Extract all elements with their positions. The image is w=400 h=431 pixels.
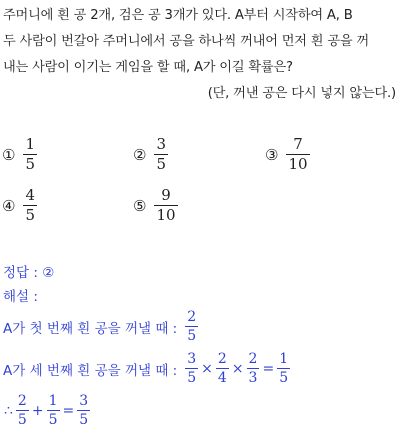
option-2-numerator: 3 [156, 135, 166, 153]
option-2-label: ② [133, 145, 147, 164]
plus-sign: + [31, 402, 44, 419]
option-4-numerator: 4 [25, 186, 35, 204]
denominator: 5 [17, 412, 27, 428]
option-3-label: ③ [265, 145, 279, 164]
numerator: 2 [17, 393, 27, 409]
final-fraction-a [16, 394, 29, 427]
fraction-bar [185, 368, 198, 369]
option-3-denominator: 10 [288, 155, 308, 173]
denominator: 5 [187, 328, 197, 344]
question-note: (단, 꺼낸 공은 다시 넣지 않는다.) [207, 86, 396, 101]
option-5-fraction [154, 188, 177, 223]
question-line-2: 두 사람이 번갈아 주머니에서 공을 하나씩 꺼내어 먼저 흰 공을 꺼 [3, 34, 369, 49]
option-1[interactable] [2, 137, 37, 172]
fraction-bar [216, 368, 229, 369]
case-2-result [277, 352, 290, 385]
numerator: 1 [279, 351, 289, 367]
solution-final [3, 394, 92, 427]
explain-label: 해설 : [3, 289, 38, 305]
denominator: 5 [79, 412, 89, 428]
final-result [77, 394, 90, 427]
fraction-bar [77, 410, 90, 411]
option-1-denominator: 5 [25, 155, 35, 173]
case-2-fraction-3 [247, 352, 260, 385]
option-4-denominator: 5 [25, 206, 35, 224]
case-2-text: A가 세 번째 흰 공을 꺼낼 때 : [3, 362, 178, 379]
final-fraction-b [47, 394, 60, 427]
equals-sign: = [262, 360, 275, 377]
numerator: 1 [48, 393, 58, 409]
option-5-label: ⑤ [133, 196, 147, 215]
option-5-denominator: 10 [156, 206, 176, 224]
option-5[interactable] [133, 188, 178, 223]
times-sign: × [231, 360, 244, 377]
fraction-bar [185, 326, 198, 327]
case-1-text: A가 첫 번째 흰 공을 꺼낼 때 : [3, 320, 178, 337]
option-4-fraction [23, 188, 37, 223]
fraction-bar [47, 410, 60, 411]
denominator: 3 [248, 370, 258, 386]
denominator: 5 [48, 412, 58, 428]
fraction-bar [16, 410, 29, 411]
question-line-1: 주머니에 흰 공 2개, 검은 공 3개가 있다. A부터 시작하여 A, B [3, 8, 353, 23]
option-3-numerator: 7 [293, 135, 303, 153]
option-1-numerator: 1 [25, 135, 35, 153]
fraction-bar [247, 368, 260, 369]
option-1-fraction [23, 137, 37, 172]
times-sign: × [201, 360, 213, 377]
denominator: 4 [217, 370, 227, 386]
option-3[interactable] [265, 137, 310, 172]
option-5-numerator: 9 [161, 186, 171, 204]
option-4-label: ④ [2, 196, 16, 215]
numerator: 2 [187, 309, 197, 325]
equals-sign: = [62, 402, 75, 419]
fraction-bar [277, 368, 290, 369]
solution-case-1 [3, 310, 200, 343]
answer-line: 정답 : ② [3, 265, 55, 281]
numerator: 2 [217, 351, 227, 367]
option-2[interactable] [133, 137, 168, 172]
option-1-label: ① [2, 145, 16, 164]
denominator: 5 [279, 370, 289, 386]
case-1-fraction [185, 310, 198, 343]
case-2-fraction-2 [216, 352, 229, 385]
numerator: 3 [79, 393, 89, 409]
option-2-fraction [154, 137, 168, 172]
numerator: 2 [248, 351, 258, 367]
solution-case-2 [3, 352, 292, 385]
option-3-fraction [286, 137, 309, 172]
numerator: 3 [187, 351, 197, 367]
option-4[interactable] [2, 188, 37, 223]
denominator: 5 [187, 370, 197, 386]
question-line-3: 내는 사람이 이기는 게임을 할 때, A가 이길 확률은? [3, 60, 293, 75]
option-2-denominator: 5 [156, 155, 166, 173]
therefore-sign: ∴ [4, 402, 13, 419]
case-2-fraction-1 [185, 352, 198, 385]
